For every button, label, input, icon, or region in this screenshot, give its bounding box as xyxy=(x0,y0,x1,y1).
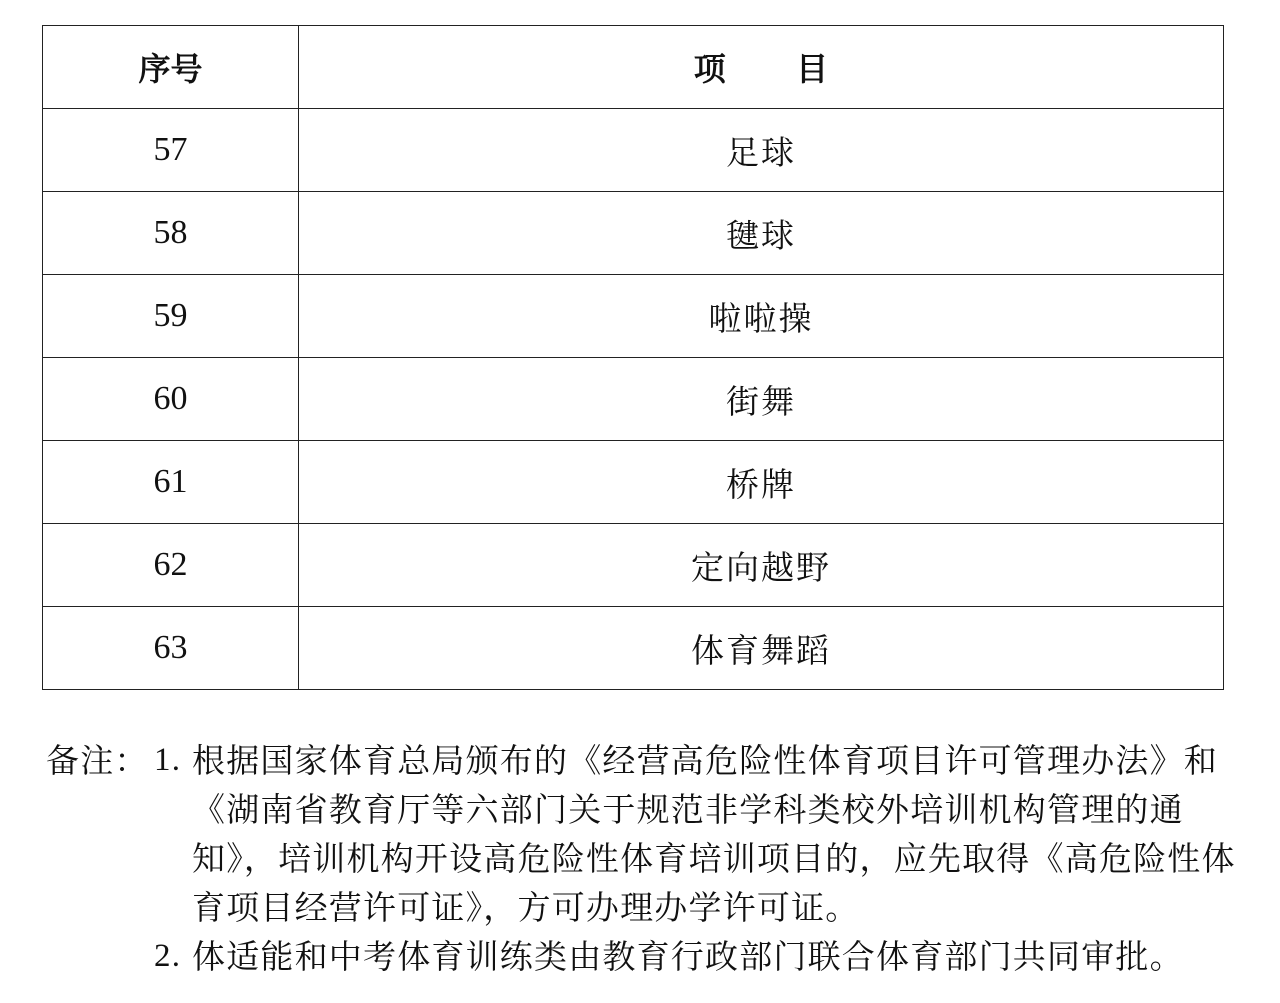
table-header-row xyxy=(43,26,1224,109)
header-serial-number: 序号 xyxy=(43,26,299,109)
row-number: 57 xyxy=(43,109,299,192)
table-row xyxy=(43,109,1224,192)
table-row xyxy=(43,192,1224,275)
row-item: 毽球 xyxy=(299,192,1224,275)
note-text: 根据国家体育总局颁布的《经营高危险性体育项目许可管理办法》和《湖南省教育厅等六部门关于规范非学科类校外培训机构管理的通知》，培训机构开设高危险性体育培训项目的，应先取得《高危险性体育项目经营许可证》，方可办理办学许可证。 xyxy=(192,741,1236,927)
table-row xyxy=(43,524,1224,607)
row-number: 58 xyxy=(43,192,299,275)
notes-label: 备注： xyxy=(46,741,149,780)
note-item xyxy=(154,932,1246,981)
items-table xyxy=(42,25,1224,690)
row-item: 街舞 xyxy=(299,358,1224,441)
notes-row xyxy=(46,736,1246,981)
row-item: 定向越野 xyxy=(299,524,1224,607)
row-number: 61 xyxy=(43,441,299,524)
items-table-container xyxy=(42,25,1223,690)
row-number: 59 xyxy=(43,275,299,358)
note-index: 2. xyxy=(154,938,182,974)
table-row xyxy=(43,607,1224,690)
row-number: 60 xyxy=(43,358,299,441)
notes-body xyxy=(154,736,1246,981)
row-item: 体育舞蹈 xyxy=(299,607,1224,690)
notes-section xyxy=(46,736,1246,981)
table-row xyxy=(43,441,1224,524)
row-item: 桥牌 xyxy=(299,441,1224,524)
note-item xyxy=(154,736,1246,932)
row-number: 62 xyxy=(43,524,299,607)
header-item: 项目 xyxy=(299,26,1224,109)
table-row xyxy=(43,358,1224,441)
table-row xyxy=(43,275,1224,358)
row-item: 啦啦操 xyxy=(299,275,1224,358)
note-index: 1. xyxy=(154,742,182,778)
note-text: 体适能和中考体育训练类由教育行政部门联合体育部门共同审批。 xyxy=(192,937,1184,976)
row-item: 足球 xyxy=(299,109,1224,192)
row-number: 63 xyxy=(43,607,299,690)
